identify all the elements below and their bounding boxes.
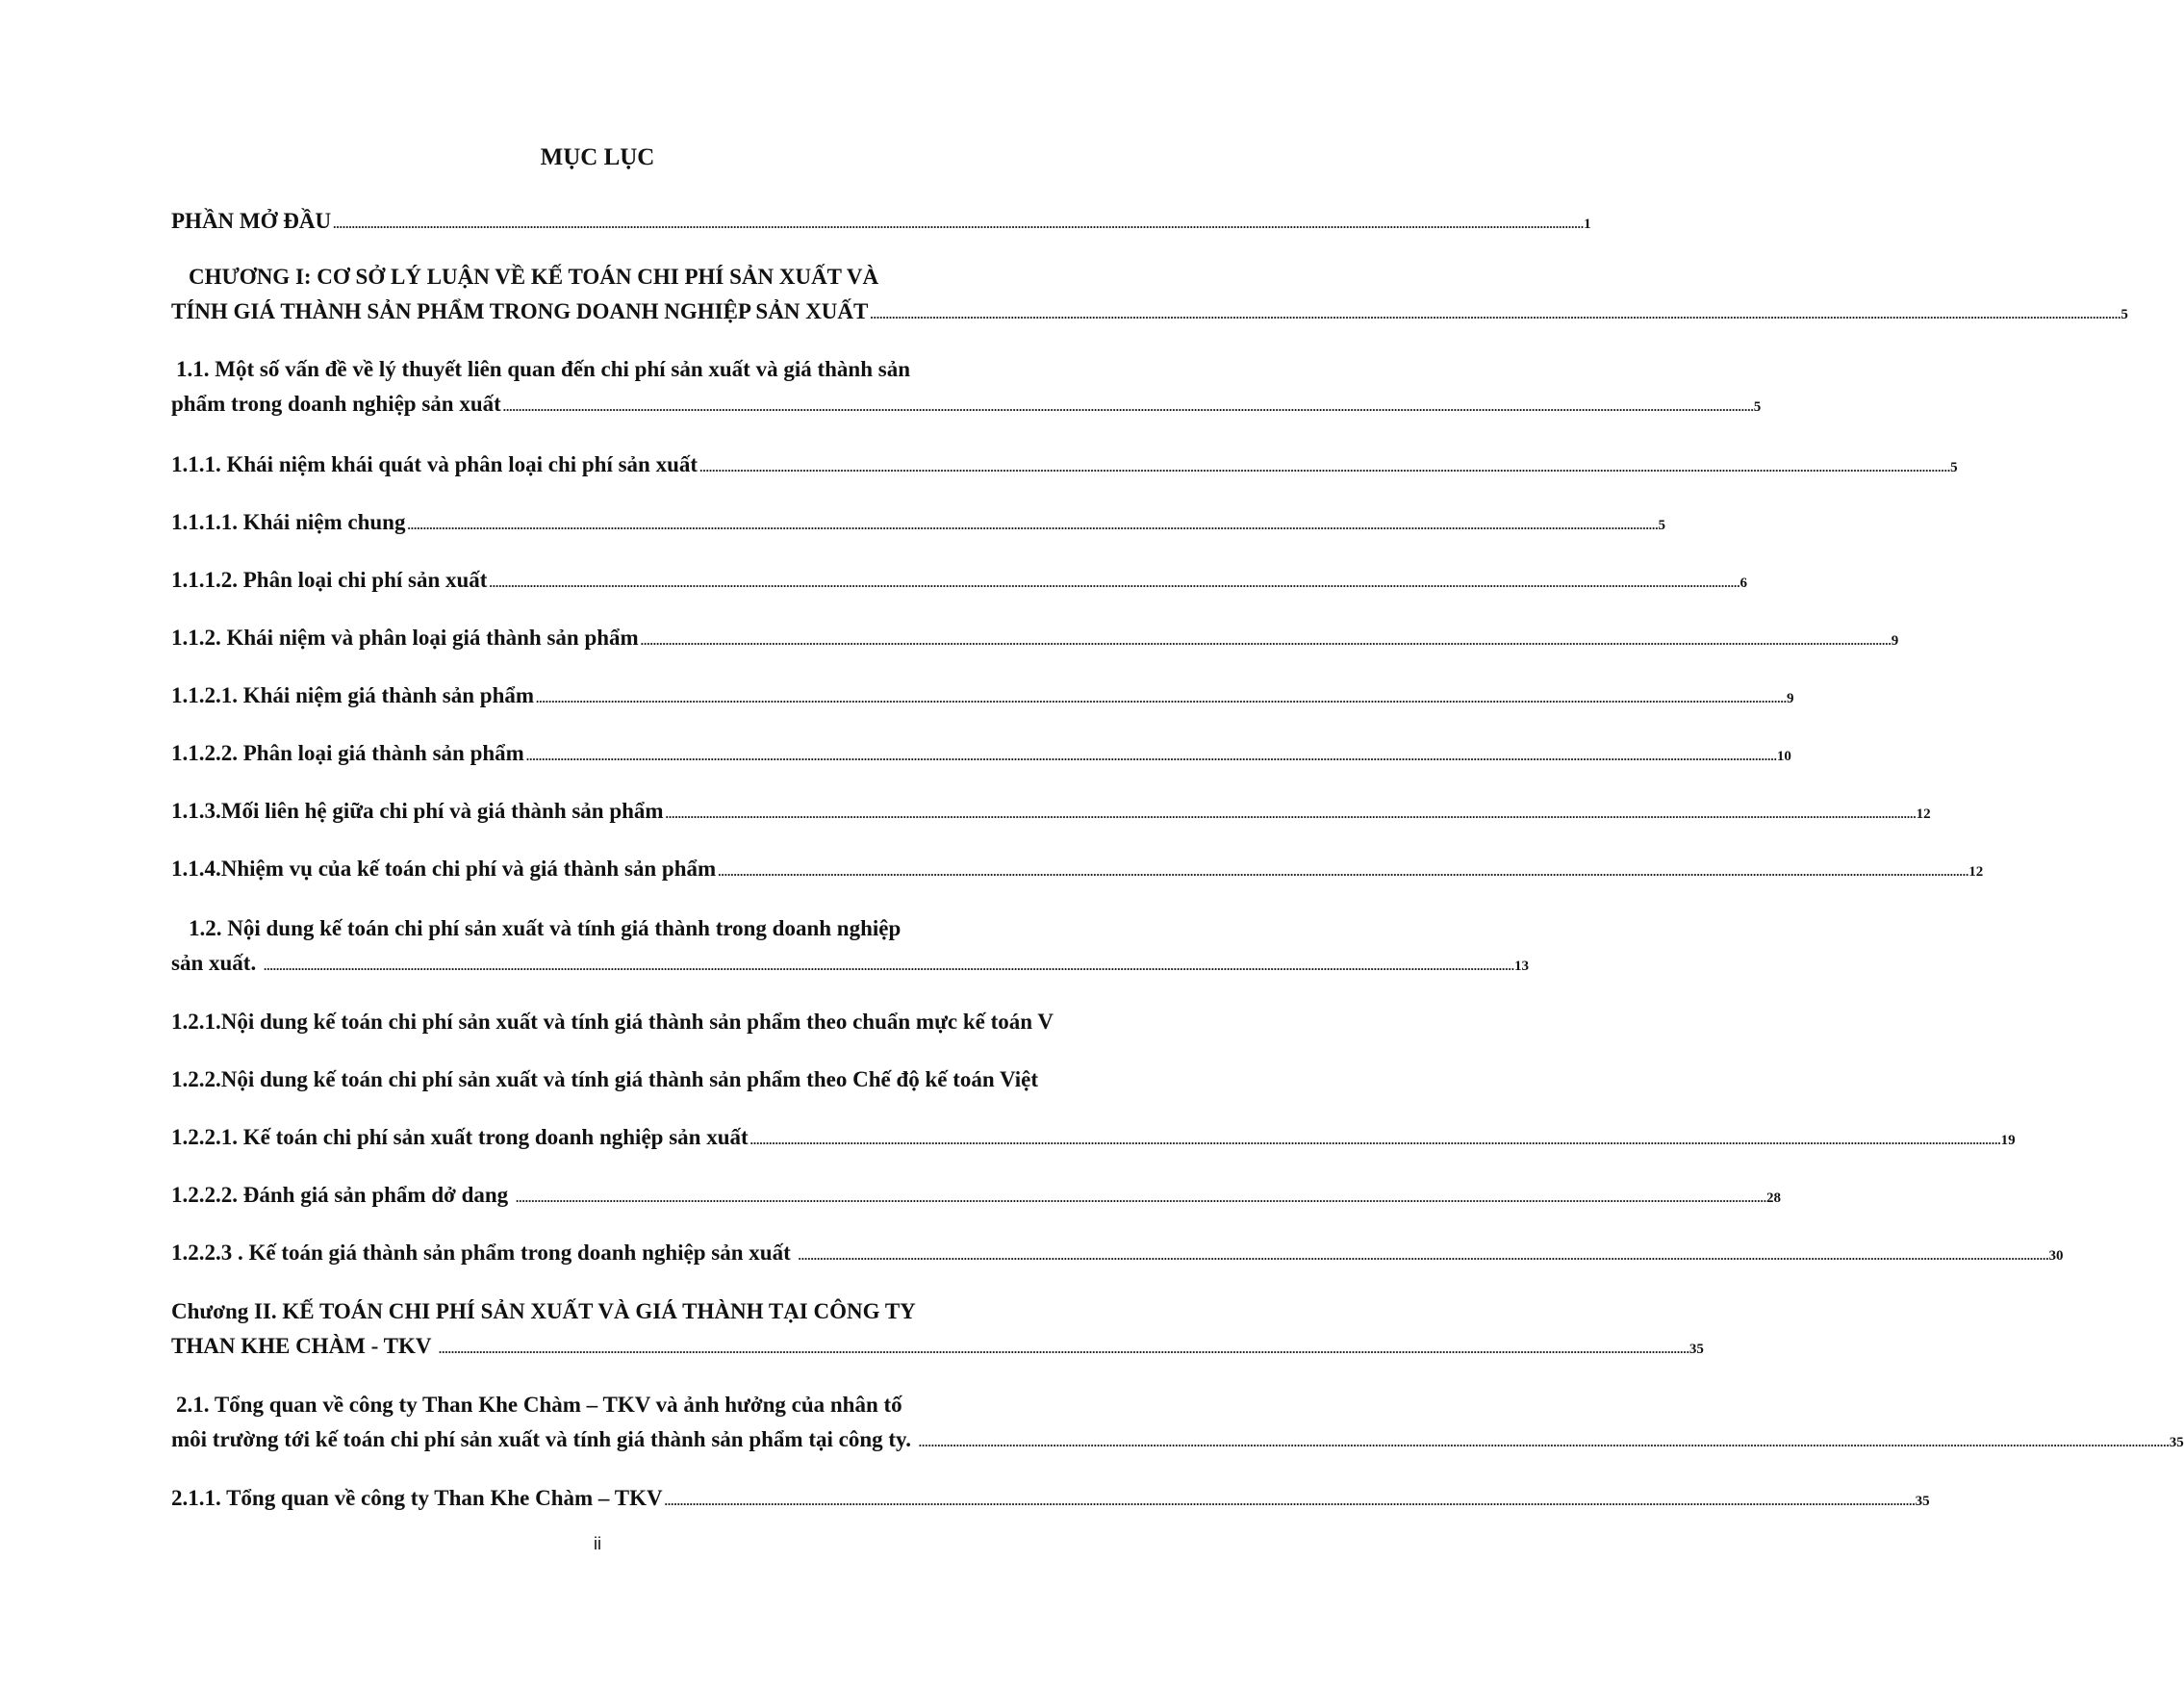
- toc-entry[interactable]: [171, 563, 1747, 598]
- dot-leader: ................................................................................................................................................................................................................................................................................................................................................................................................................: [263, 959, 1514, 973]
- toc-entry[interactable]: [171, 1062, 1078, 1097]
- toc-page-number: 1: [1584, 217, 1591, 232]
- toc-entry[interactable]: [171, 260, 2128, 329]
- dot-leader: ................................................................................................................................................................................................................................................................................................................................................................................................................: [489, 576, 1740, 590]
- toc-entry-text: THAN KHE CHÀM - TKV: [171, 1334, 437, 1358]
- toc-entry[interactable]: [171, 1005, 1078, 1039]
- toc-entry-text: 1.1.3.Mối liên hệ giữa chi phí và giá thành sản phẩm: [171, 799, 664, 823]
- dot-leader: ................................................................................................................................................................................................................................................................................................................................................................................................................: [699, 460, 1951, 474]
- toc-page-number: 28: [1765, 1190, 1781, 1206]
- toc-entry-text: sản xuất.: [171, 951, 262, 975]
- toc-entry-text: 1.1. Một số vấn đề về lý thuyết liên quan đến chi phí sản xuất và giá thành sản: [176, 357, 910, 381]
- dot-leader: ................................................................................................................................................................................................................................................................................................................................................................................................................: [749, 1133, 2001, 1147]
- toc-entry[interactable]: [171, 678, 1794, 713]
- toc-entry[interactable]: [171, 1178, 1781, 1213]
- dot-leader: ................................................................................................................................................................................................................................................................................................................................................................................................................: [515, 1190, 1766, 1205]
- toc-entry[interactable]: [171, 621, 1899, 655]
- toc-entry[interactable]: [171, 736, 1791, 771]
- toc-entry-text: 1.2.1.Nội dung kế toán chi phí sản xuất và tính giá thành sản phẩm theo chuẩn mực kế toán V: [171, 1010, 1054, 1034]
- toc-entry[interactable]: [171, 1294, 1704, 1364]
- toc-entry[interactable]: [171, 1236, 2064, 1270]
- toc-entry[interactable]: [171, 352, 1762, 422]
- toc-page-number: 9: [1891, 633, 1899, 649]
- toc-page-number: 5: [1658, 518, 1665, 533]
- toc-entry[interactable]: [171, 204, 1591, 239]
- toc-page-number: 6: [1740, 576, 1747, 591]
- toc-entry[interactable]: [171, 1481, 1930, 1516]
- toc-entry-text: CHƯƠNG I: CƠ SỞ LÝ LUẬN VỀ KẾ TOÁN CHI PHÍ SẢN XUẤT VÀ: [189, 265, 879, 289]
- toc-entry-text: 1.1.2.2. Phân loại giá thành sản phẩm: [171, 741, 524, 765]
- toc-entry[interactable]: [171, 1120, 2016, 1155]
- dot-leader: ................................................................................................................................................................................................................................................................................................................................................................................................................: [525, 749, 1777, 763]
- dot-leader: ................................................................................................................................................................................................................................................................................................................................................................................................................: [407, 518, 1659, 532]
- dot-leader: ................................................................................................................................................................................................................................................................................................................................................................................................................: [918, 1435, 2170, 1449]
- toc-page-number: 35: [1915, 1494, 1930, 1509]
- toc-entry-text: 1.1.1.2. Phân loại chi phí sản xuất: [171, 568, 488, 592]
- toc-entry-text: môi trường tới kế toán chi phí sản xuất và tính giá thành sản phẩm tại công ty.: [171, 1427, 917, 1451]
- toc-page-number: 35: [1689, 1342, 1704, 1357]
- toc-entry-text: 1.1.1. Khái niệm khái quát và phân loại chi phí sản xuất: [171, 452, 698, 476]
- toc-entry[interactable]: [171, 852, 1984, 886]
- toc-title: MỤC LỤC: [540, 144, 655, 170]
- toc-entry-text: 1.2.2.2. Đánh giá sản phẩm dở dang: [171, 1183, 514, 1207]
- toc-entry-text: 1.2. Nội dung kế toán chi phí sản xuất và tính giá thành trong doanh nghiệp: [189, 916, 902, 940]
- toc-entry[interactable]: [171, 448, 1958, 482]
- toc-entry-text: 1.2.2.1. Kế toán chi phí sản xuất trong doanh nghiệp sản xuất: [171, 1125, 749, 1149]
- toc-entry-text: 1.1.2. Khái niệm và phân loại giá thành sản phẩm: [171, 626, 639, 650]
- toc-entry[interactable]: [171, 505, 1665, 540]
- dot-leader: ................................................................................................................................................................................................................................................................................................................................................................................................................: [870, 307, 2121, 321]
- toc-page-number: 5: [1950, 460, 1958, 475]
- toc-entry-text: 2.1.1. Tổng quan về công ty Than Khe Chàm – TKV: [171, 1486, 663, 1510]
- toc-entry-text: 2.1. Tổng quan về công ty Than Khe Chàm – TKV và ảnh hưởng của nhân tố: [176, 1393, 902, 1417]
- toc-entry[interactable]: [171, 794, 1931, 829]
- toc-page-number: 5: [2121, 307, 2128, 322]
- toc-page-number: 12: [1916, 806, 1931, 822]
- page-number: ii: [594, 1534, 601, 1553]
- dot-leader: ................................................................................................................................................................................................................................................................................................................................................................................................................: [798, 1248, 2049, 1263]
- dot-leader: ................................................................................................................................................................................................................................................................................................................................................................................................................: [333, 217, 1585, 231]
- toc-page-number: 9: [1787, 691, 1794, 706]
- toc-page-number: 13: [1513, 959, 1529, 974]
- dot-leader: ................................................................................................................................................................................................................................................................................................................................................................................................................: [664, 1494, 1916, 1508]
- toc-entry-text: phẩm trong doanh nghiệp sản xuất: [171, 392, 501, 416]
- dot-leader: ................................................................................................................................................................................................................................................................................................................................................................................................................: [718, 864, 1969, 879]
- toc-page-number: 10: [1776, 749, 1791, 764]
- dot-leader: ................................................................................................................................................................................................................................................................................................................................................................................................................: [536, 691, 1788, 705]
- dot-leader: ................................................................................................................................................................................................................................................................................................................................................................................................................: [438, 1342, 1689, 1356]
- toc-entry[interactable]: [171, 1388, 2184, 1457]
- toc-entry-text: 1.2.2.Nội dung kế toán chi phí sản xuất và tính giá thành sản phẩm theo Chế độ kế toán Việt: [171, 1067, 1039, 1091]
- toc-page-number: 35: [2169, 1435, 2184, 1450]
- dot-leader: ................................................................................................................................................................................................................................................................................................................................................................................................................: [640, 633, 1892, 648]
- toc-page-number: 12: [1968, 864, 1984, 880]
- toc-entry-text: 1.2.2.3 . Kế toán giá thành sản phẩm trong doanh nghiệp sản xuất: [171, 1241, 797, 1265]
- toc-entry-text: PHẦN MỞ ĐẦU: [171, 209, 332, 233]
- toc-entry-text: Chương II. KẾ TOÁN CHI PHÍ SẢN XUẤT VÀ GIÁ THÀNH TẠI CÔNG TY: [171, 1299, 916, 1323]
- toc-entry-text: TÍNH GIÁ THÀNH SẢN PHẨM TRONG DOANH NGHIỆP SẢN XUẤT: [171, 299, 869, 323]
- toc-entry[interactable]: [171, 911, 1529, 981]
- toc-page-number: 5: [1753, 399, 1762, 415]
- toc-entry-text: 1.1.4.Nhiệm vụ của kế toán chi phí và giá thành sản phẩm: [171, 857, 717, 881]
- toc-entry-text: 1.1.2.1. Khái niệm giá thành sản phẩm: [171, 683, 535, 707]
- toc-page-number: 19: [2000, 1133, 2016, 1148]
- dot-leader: ................................................................................................................................................................................................................................................................................................................................................................................................................: [665, 806, 1917, 821]
- toc-entry-text: 1.1.1.1. Khái niệm chung: [171, 510, 406, 534]
- toc-page-number: 30: [2048, 1248, 2064, 1264]
- dot-leader: ................................................................................................................................................................................................................................................................................................................................................................................................................: [502, 399, 1754, 414]
